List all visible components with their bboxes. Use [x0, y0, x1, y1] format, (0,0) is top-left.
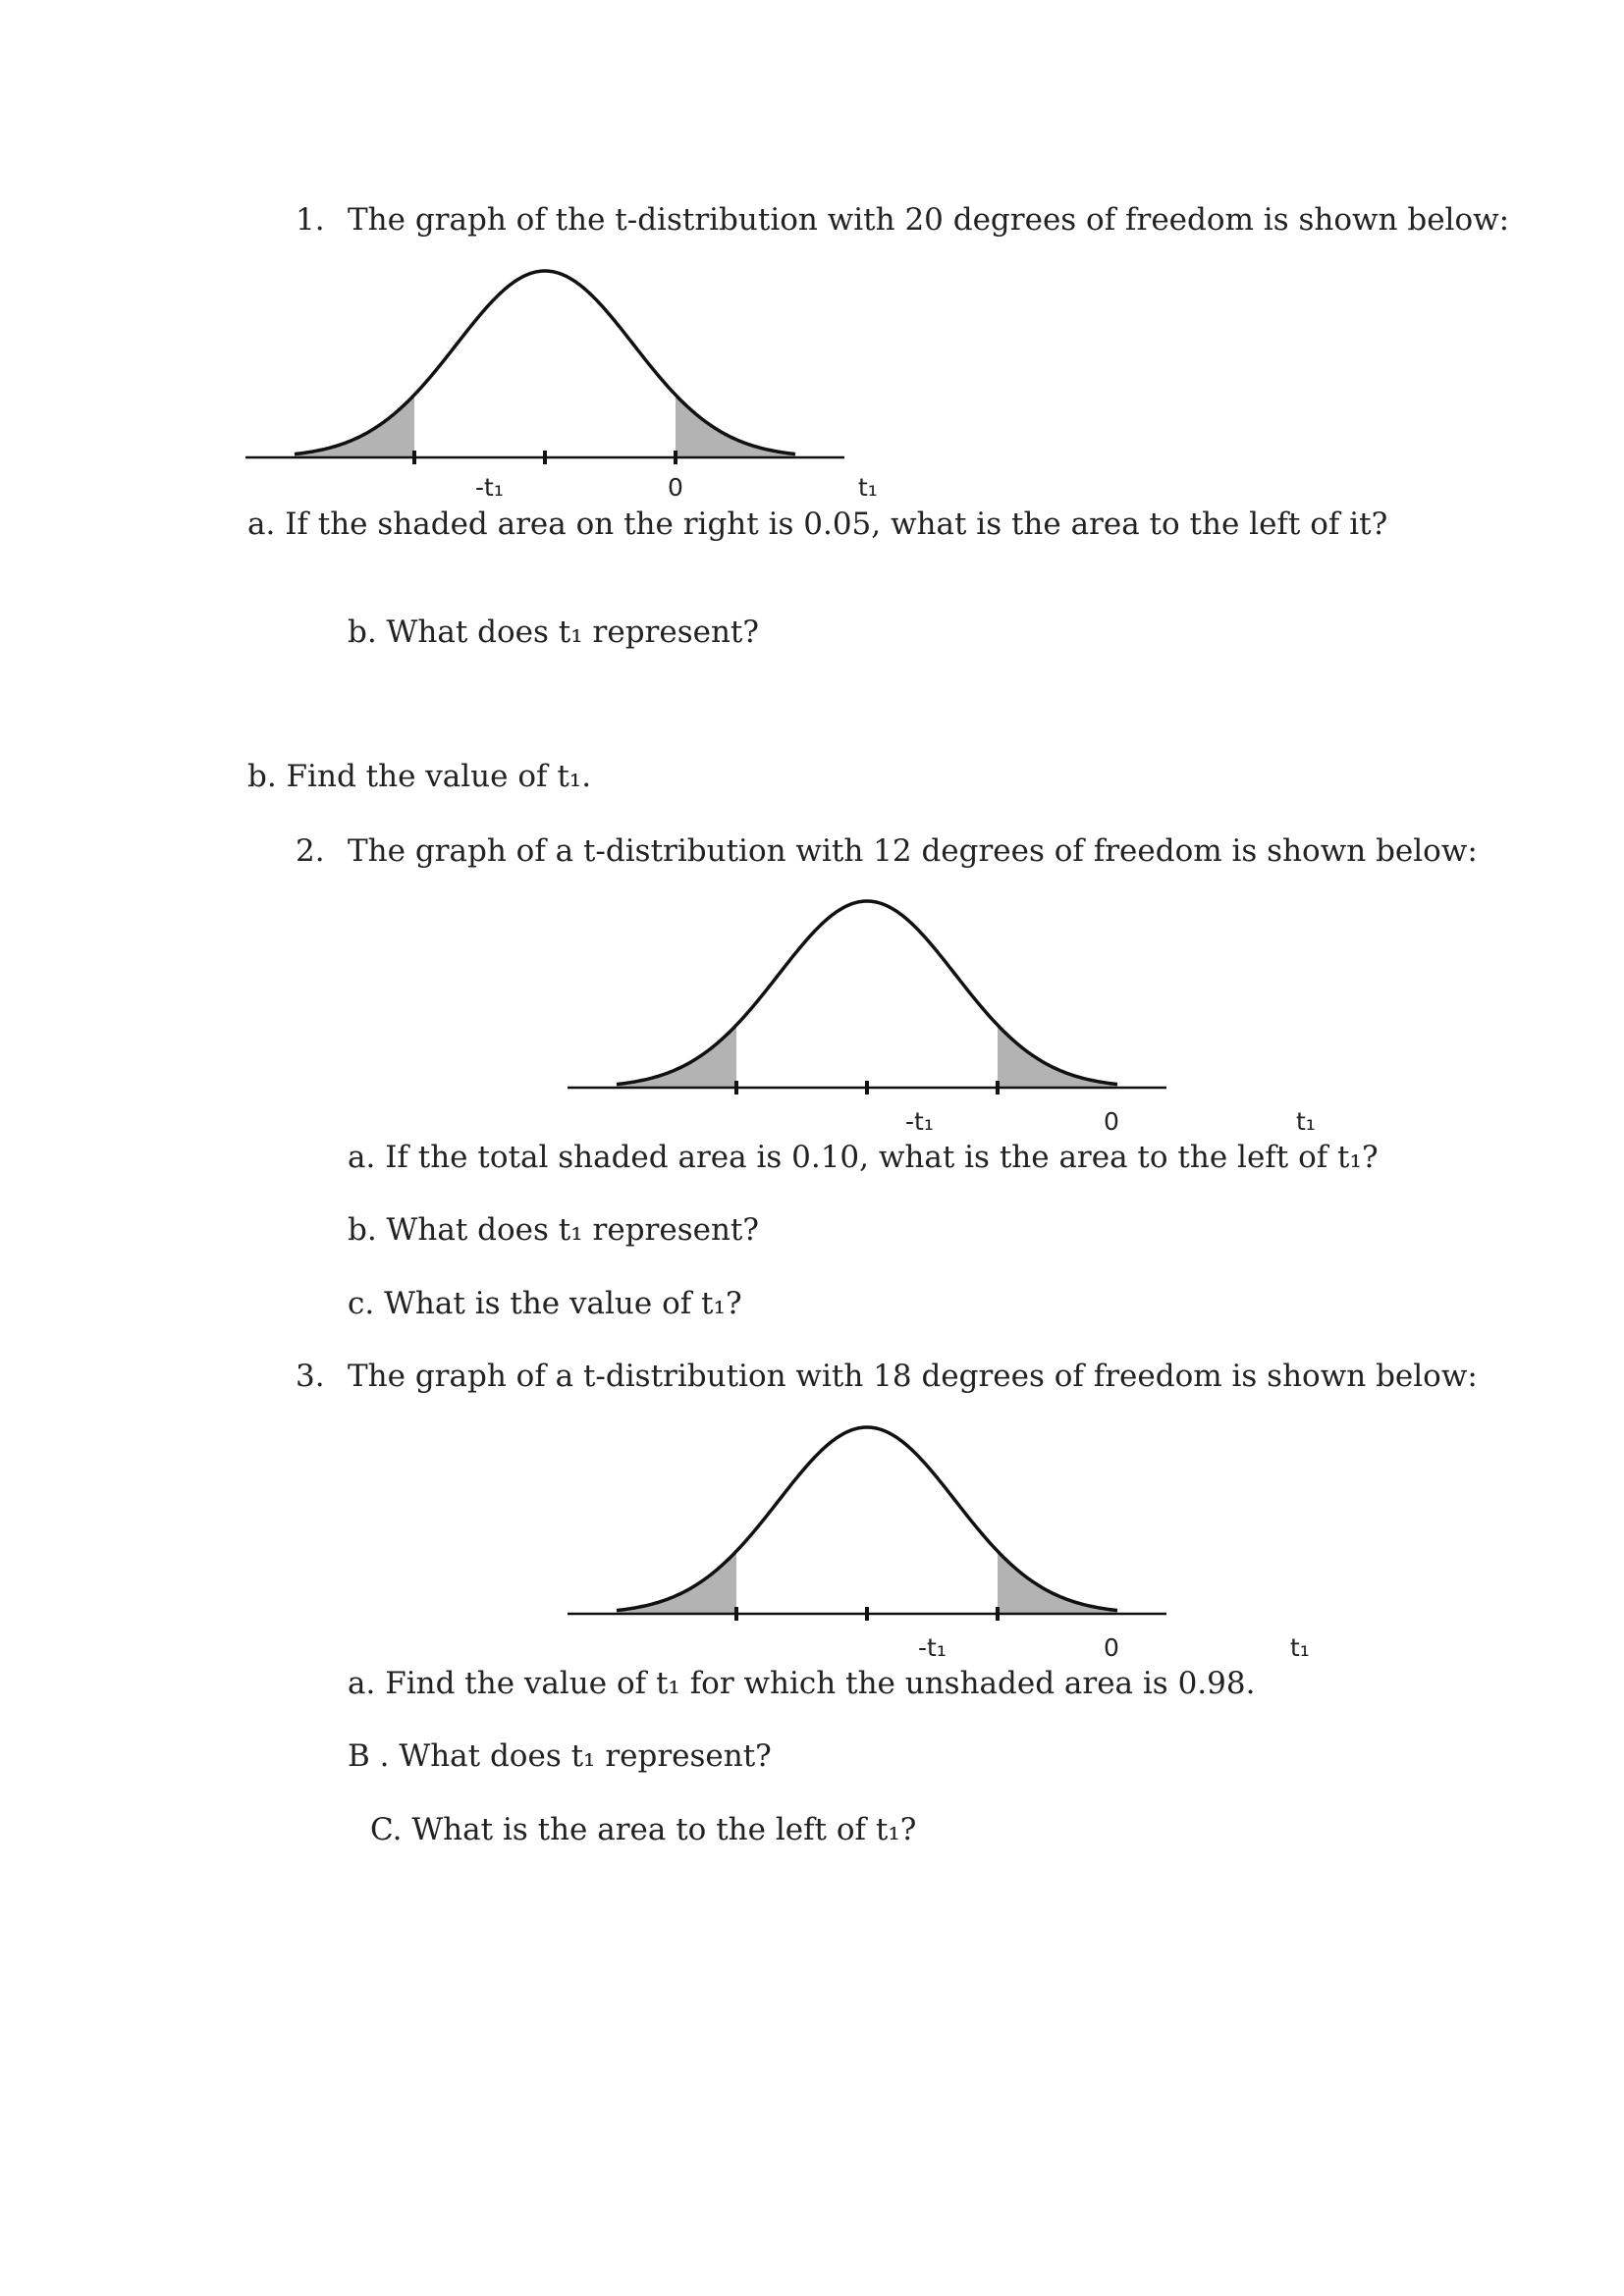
q3-density-curve	[617, 1427, 1117, 1611]
q2-text: The graph of a t-distribution with 12 degrees of freedom is shown below:	[348, 833, 1478, 869]
q3-distribution-graph	[568, 1421, 1166, 1628]
q2-label-t1: t₁	[1296, 1107, 1316, 1136]
q3-label-t1: t₁	[1290, 1633, 1310, 1662]
q2-label-neg-t1: -t₁	[905, 1107, 934, 1136]
q3-left-tail-shade	[617, 1551, 736, 1614]
q3-part-a: a. Find the value of t₁ for which the unshaded area is 0.98.	[348, 1666, 1256, 1701]
q2-part-b: b. What does t₁ represent?	[348, 1212, 759, 1248]
q2-right-tail-shade	[998, 1025, 1117, 1088]
q2-density-curve	[617, 901, 1117, 1085]
q3-part-c: C. What is the area to the left of t₁?	[370, 1812, 917, 1847]
q1-right-tail-shade	[676, 395, 795, 457]
q2-number: 2.	[296, 833, 325, 869]
q3-part-b: B . What does t₁ represent?	[348, 1738, 772, 1774]
q1-text: The graph of the t-distribution with 20 degrees of freedom is shown below:	[348, 202, 1510, 238]
q1-left-tail-shade	[295, 395, 414, 457]
q2-part-c: c. What is the value of t₁?	[348, 1286, 742, 1321]
q3-right-tail-shade	[998, 1551, 1117, 1614]
q3-text: The graph of a t-distribution with 18 degrees of freedom is shown below:	[348, 1359, 1478, 1394]
q1-label-zero: 0	[668, 473, 683, 502]
q1-distribution-graph	[245, 265, 844, 471]
q1-part-b-represent: b. What does t₁ represent?	[348, 614, 759, 650]
q1-number: 1.	[296, 202, 325, 238]
q3-label-zero: 0	[1104, 1633, 1119, 1662]
q1-label-neg-t1: -t₁	[475, 473, 504, 502]
q1-part-b-find: b. Find the value of t₁.	[247, 759, 592, 794]
q3-label-neg-t1: -t₁	[918, 1633, 947, 1662]
q2-label-zero: 0	[1104, 1107, 1119, 1136]
q3-number: 3.	[296, 1359, 325, 1394]
q1-part-a: a. If the shaded area on the right is 0.05, what is the area to the left of it?	[247, 507, 1388, 542]
q2-left-tail-shade	[617, 1025, 736, 1088]
q1-density-curve	[295, 271, 795, 454]
q2-part-a: a. If the total shaded area is 0.10, what is the area to the left of t₁?	[348, 1140, 1379, 1175]
q2-distribution-graph	[568, 895, 1166, 1101]
q1-label-t1: t₁	[858, 473, 878, 502]
